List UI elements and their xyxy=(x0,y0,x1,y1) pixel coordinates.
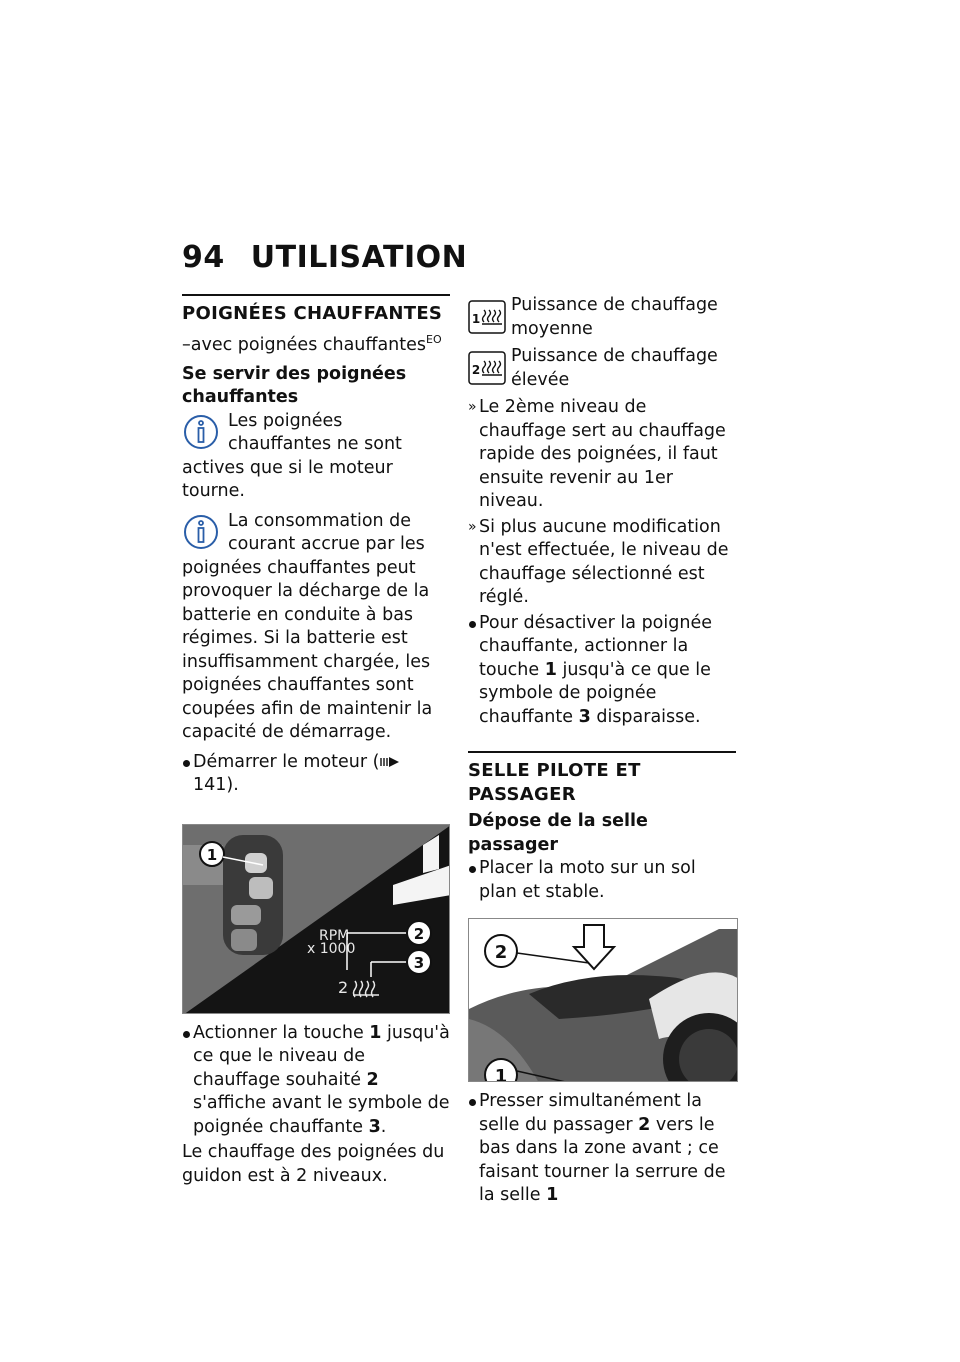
page-number: 94 xyxy=(182,240,225,275)
info-icon xyxy=(182,412,224,452)
step-2-text-d: . xyxy=(380,1116,387,1137)
info-note-2 xyxy=(182,510,450,745)
result-marker-icon: » xyxy=(468,518,477,535)
figure1-rpm-label: RPM xyxy=(319,927,350,944)
figure2-callout-2: 2 xyxy=(494,942,508,963)
level-2-text: Puissance de chauffage élevée xyxy=(511,346,718,390)
step-1-text: Démarrer le moteur ( xyxy=(193,751,380,772)
page-heading: UTILISATION xyxy=(250,240,468,275)
step-press-seat xyxy=(468,1090,736,1208)
right-column xyxy=(468,294,736,1210)
figure1-rpm-unit: x 1000 xyxy=(307,940,356,957)
step-level-ground xyxy=(468,857,736,904)
heating-level-1 xyxy=(468,294,736,341)
heat-level-1-icon xyxy=(468,300,506,334)
equipment-text: –avec poignées chauffantes xyxy=(182,334,427,355)
step-5-text-a: Presser simultanément la selle du passager xyxy=(479,1091,702,1135)
step-2-num-3: 3 xyxy=(368,1116,381,1137)
result-marker-icon: » xyxy=(468,399,477,415)
step-2-text-b: jusqu'à ce que le niveau de chauffage souhaité xyxy=(193,1022,450,1090)
level-1-digit: 1 xyxy=(471,312,481,326)
step-3-text-c: disparaisse. xyxy=(590,706,701,727)
result-2-text: Si plus aucune modification n'est effectuée, le niveau de chauffage sélectionné est réglé. xyxy=(479,516,729,607)
step-5-num-1: 2 xyxy=(638,1114,651,1135)
info-icon xyxy=(182,512,224,552)
result-1-text: Le 2ème niveau de chauffage sert au chauffage rapide des poignées, il faut ensuite revenir au 1er niveau. xyxy=(479,397,726,511)
step-3-num-2: 3 xyxy=(578,706,591,727)
step-deactivate xyxy=(468,612,736,730)
step-2-text-c: s'affiche avant le symbole de poignée chauffante xyxy=(193,1093,450,1137)
step-3-text-b: jusqu'à ce que le symbole de poignée chauffante xyxy=(479,659,711,727)
step-3-text-a: Pour désactiver la poignée chauffante, actionner la touche xyxy=(479,612,712,680)
equipment-note xyxy=(182,328,450,357)
step-2-text-a: Actionner la touche xyxy=(193,1022,370,1043)
seat-removal-illustration xyxy=(469,919,738,1082)
level-2-digit: 2 xyxy=(471,363,481,377)
section-title-heated-grips: POIGNÉES CHAUFFANTES xyxy=(182,294,450,326)
seat-removal-figure xyxy=(468,918,738,1082)
step-5-text-b: vers le bas dans la zone avant ; ce faisant tourner la serrure de la selle xyxy=(479,1114,726,1205)
level-1-text: Puissance de chauffage moyenne xyxy=(511,295,718,339)
heating-levels-paragraph: Le chauffage des poignées du guidon est à 2 niveaux. xyxy=(182,1142,445,1186)
step-1-ref: 141). xyxy=(193,775,239,796)
info-note-1 xyxy=(182,410,450,504)
page-header xyxy=(182,240,467,275)
note-2-text: La consommation de courant accrue par les poignées chauffantes peut provoquer la décharge de la batterie en conduite à bas régimes. Si la batterie est insuffisamment chargée, les poignées chauffantes sont coupées afin de maintenir la capacité de démarrage. xyxy=(182,510,433,743)
figure1-callout-1: 1 xyxy=(206,845,218,864)
left-column xyxy=(182,294,450,1192)
figure2-callout-1: 1 xyxy=(494,1066,508,1082)
heating-level-2 xyxy=(468,345,736,392)
result-item-2 xyxy=(468,516,736,610)
step-press-button xyxy=(182,1022,450,1140)
figure1-level-label: 2 xyxy=(338,977,349,997)
result-item-1 xyxy=(468,396,736,514)
subtitle-remove-passenger-seat: Dépose de la selle passager xyxy=(468,811,648,855)
step-3-num-1: 1 xyxy=(544,659,557,680)
equipment-sup: EO xyxy=(426,332,442,346)
heat-level-2-icon xyxy=(468,351,506,385)
handlebar-control-figure xyxy=(182,824,450,1014)
figure1-callout-2: 2 xyxy=(413,924,425,943)
step-2-num-1: 1 xyxy=(369,1022,382,1043)
step-start-engine xyxy=(182,751,450,798)
step-5-num-2: 1 xyxy=(546,1185,559,1205)
step-4-text: Placer la moto sur un sol plan et stable. xyxy=(479,858,696,902)
note-1-text: Les poignées chauffantes ne sont actives que si le moteur tourne. xyxy=(182,410,402,502)
figure1-callout-3: 3 xyxy=(413,953,425,972)
step-2-num-2: 2 xyxy=(366,1069,379,1090)
section-title-seats: SELLE PILOTE ET PASSAGER xyxy=(468,751,736,806)
subtitle-use-heated-grips: Se servir des poignées chauffantes xyxy=(182,363,407,408)
handlebar-control-illustration xyxy=(183,825,450,1014)
page-reference-arrow-icon xyxy=(379,756,401,768)
